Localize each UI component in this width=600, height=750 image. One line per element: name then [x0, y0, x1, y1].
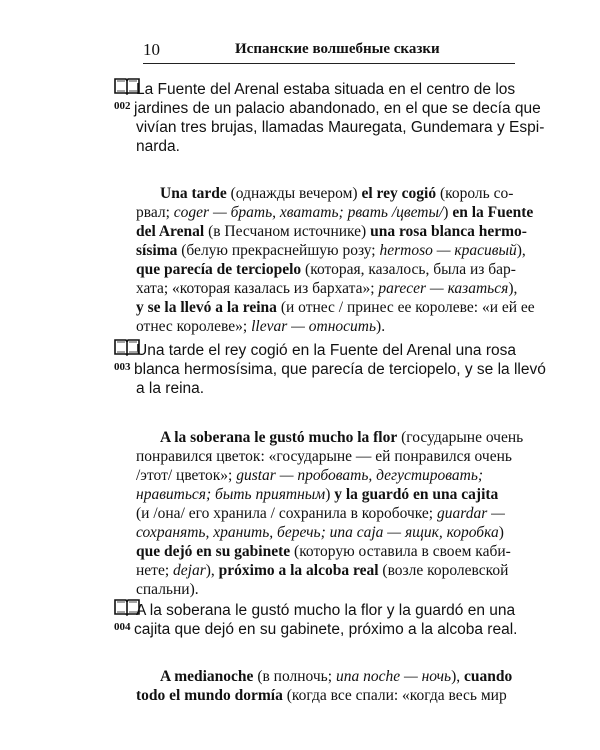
spanish-phrase: en la Fuente: [452, 204, 534, 221]
gloss-note: hermoso — красивый: [379, 242, 517, 259]
gloss-line: [136, 466, 483, 486]
spanish-phrase: y se la llevó a la reina: [136, 299, 277, 316]
translation-text: (государыне очень: [397, 429, 524, 446]
entry-line: jardines de un palacio abandonado, en el que se decía que: [134, 100, 541, 117]
entry-index: 004: [114, 621, 131, 633]
gloss-line: [136, 203, 533, 223]
translation-text: отнес королеве»;: [136, 318, 252, 335]
gloss-line: [136, 686, 507, 706]
gloss-line: [136, 561, 508, 581]
spanish-phrase: próximo a la alcoba real: [218, 562, 379, 579]
entry-line: narda.: [136, 138, 180, 155]
translation-text: (возле королевской: [378, 562, 509, 579]
translation-text: (которую оставила в своем каби-: [290, 543, 511, 560]
gloss-line: [160, 667, 512, 687]
running-title: Испанские волшебные сказки: [235, 41, 440, 57]
spanish-phrase: una rosa blanca hermo-: [370, 223, 527, 240]
translation-text: (и /она/ его хранила / сохранила в коробочке;: [136, 505, 437, 522]
header-rule: [143, 63, 515, 64]
gloss-line: [136, 317, 385, 337]
gloss-line: [136, 447, 512, 467]
spanish-phrase: A medianoche: [160, 668, 254, 685]
spanish-phrase: que dejó en su gabinete: [136, 543, 291, 560]
entry-line: blanca hermosísima, que parecía de terciopelo, y se la llevó: [134, 361, 546, 378]
translation-text: (в полночь;: [253, 668, 336, 685]
gloss-line: [136, 504, 505, 524]
gloss-line: [136, 298, 535, 318]
gloss-line: [136, 241, 526, 261]
gloss-line: [136, 222, 527, 242]
gloss-line: [136, 542, 511, 562]
gloss-line: [136, 580, 199, 600]
translation-text: (когда все спали: «когда весь мир: [282, 687, 507, 704]
gloss-note: guardar —: [437, 505, 505, 522]
translation-text: ): [325, 486, 335, 503]
gloss-note: сохранять, хранить, беречь; una caja — ящик, коробка: [136, 524, 499, 541]
entry-line: La Fuente del Arenal estaba situada en el centro de los: [136, 81, 516, 98]
spanish-phrase: sísima: [136, 242, 178, 259]
page-number: 10: [143, 40, 160, 59]
gloss-note: llevar — относить: [251, 318, 377, 335]
gloss-line: [136, 485, 498, 505]
translation-text: (однажды вечером): [226, 185, 362, 202]
gloss-line: [136, 260, 516, 280]
translation-text: ),: [451, 668, 465, 685]
entry-line: Una tarde el rey cogió en la Fuente del Arenal una rosa: [136, 342, 516, 359]
translation-text: рвал;: [136, 204, 174, 221]
translation-text: ): [498, 524, 504, 541]
translation-text: хата; «которая казалась из бархата»;: [136, 280, 379, 297]
page-header: [143, 38, 515, 64]
spanish-phrase: todo el mundo dormía: [136, 687, 283, 704]
entry-line: A la soberana le gustó mucho la flor y la guardó en una: [136, 602, 516, 619]
entry-index: 002: [114, 100, 131, 112]
translation-text: (белую прекраснейшую розу;: [177, 242, 380, 259]
spanish-phrase: y la guardó en una cajita: [334, 486, 499, 503]
translation-text: нете;: [136, 562, 174, 579]
spanish-phrase: cuando: [464, 668, 513, 685]
translation-text: ),: [516, 242, 526, 259]
translation-text: ),: [508, 280, 518, 297]
entry-line: vivían tres brujas, llamadas Mauregata, Gundemara y Espi-: [136, 119, 545, 136]
translation-text: /этот/ цветок»;: [136, 467, 237, 484]
spanish-phrase: el rey cogió: [361, 185, 437, 202]
translation-text: (король со-: [436, 185, 514, 202]
translation-text: ): [443, 204, 453, 221]
translation-text: (в Песчаном источнике): [204, 223, 371, 240]
spanish-phrase: que parecía de terciopelo: [136, 261, 302, 278]
translation-text: ).: [376, 318, 386, 335]
spanish-phrase: del Arenal: [136, 223, 205, 240]
gloss-line: [160, 184, 513, 204]
spanish-phrase: Una tarde: [160, 185, 227, 202]
entry-line: cajita que dejó en su gabinete, próximo a la alcoba real.: [134, 621, 518, 638]
translation-text: понравился цветок: «государыне — ей понравился очень: [136, 448, 512, 465]
entry-line: a la reina.: [136, 380, 205, 397]
gloss-note: gustar — пробовать, дегустировать;: [236, 467, 484, 484]
translation-text: (и отнес / принес ее королеве: «и ей ее: [276, 299, 535, 316]
spanish-phrase: A la soberana le gustó mucho la flor: [160, 429, 398, 446]
gloss-note: una noche — ночь: [335, 668, 452, 685]
gloss-note: нравиться; быть приятным: [136, 486, 326, 503]
gloss-line: [136, 279, 517, 299]
gloss-line: [136, 523, 504, 543]
translation-text: ),: [205, 562, 219, 579]
entry-index: 003: [114, 361, 131, 373]
translation-text: (которая, казалось, была из бар-: [301, 261, 516, 278]
gloss-note: parecer — казаться: [378, 280, 509, 297]
translation-text: спальни).: [136, 581, 199, 598]
gloss-note: coger — брать, хватать; рвать /цветы/: [173, 204, 444, 221]
gloss-line: [160, 428, 523, 448]
gloss-note: dejar: [173, 562, 206, 579]
